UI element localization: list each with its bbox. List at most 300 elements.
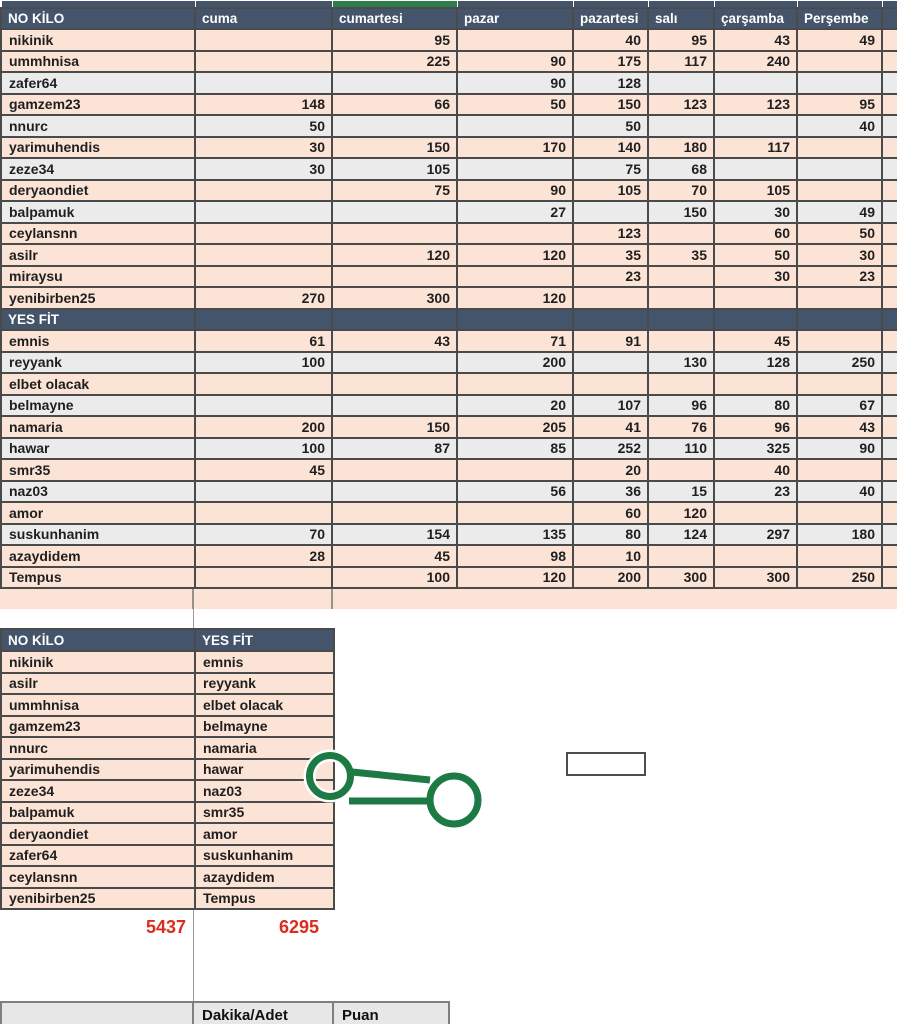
table-row [1,244,897,266]
value-cell-çarşamba[interactable] [714,502,797,524]
value-cell-pazartesi[interactable]: 128 [573,72,648,94]
value-cell-Perşembe[interactable] [797,51,882,73]
value-cell-cumartesi[interactable]: 43 [332,330,457,352]
value-cell-cuma[interactable] [195,567,332,589]
table-row [1,502,897,524]
value-cell-salı[interactable]: 123 [648,94,714,116]
value-cell-salı[interactable]: 76 [648,416,714,438]
value-cell-cuma[interactable]: 30 [195,137,332,159]
row-sliver-cell [882,373,897,395]
summary-yes-fit-cell[interactable]: Tempus [195,888,334,910]
value-cell-cuma[interactable]: 50 [195,115,332,137]
value-cell-pazar[interactable] [457,502,573,524]
row-name-cell[interactable]: zafer64 [1,72,195,94]
value-cell-cuma[interactable] [195,502,332,524]
table-row [1,416,897,438]
value-cell-pazartesi[interactable]: 252 [573,438,648,460]
value-cell-cumartesi[interactable]: 66 [332,94,457,116]
summary-header-yes-fit[interactable]: YES FİT [195,629,334,651]
value-cell-çarşamba[interactable] [714,545,797,567]
value-cell-pazar[interactable]: 50 [457,94,573,116]
top-strip-green-cell [332,1,457,9]
section-header-cell [648,309,714,331]
value-cell-pazar[interactable]: 90 [457,180,573,202]
value-cell-salı[interactable]: 110 [648,438,714,460]
value-cell-çarşamba[interactable]: 325 [714,438,797,460]
value-cell-pazartesi[interactable]: 123 [573,223,648,245]
value-cell-Perşembe[interactable]: 49 [797,201,882,223]
value-cell-Perşembe[interactable] [797,180,882,202]
summary-yes-fit-cell[interactable]: suskunhanim [195,845,334,867]
value-cell-Perşembe[interactable] [797,459,882,481]
textbox-shape[interactable] [566,752,646,776]
value-cell-çarşamba[interactable]: 297 [714,524,797,546]
value-cell-cumartesi[interactable] [332,266,457,288]
band-divider [331,589,333,609]
value-cell-cumartesi[interactable]: 45 [332,545,457,567]
value-cell-cumartesi[interactable]: 100 [332,567,457,589]
value-cell-salı[interactable] [648,373,714,395]
value-cell-pazar[interactable]: 90 [457,72,573,94]
value-cell-salı[interactable] [648,545,714,567]
row-sliver-cell [882,158,897,180]
value-cell-Perşembe[interactable] [797,330,882,352]
row-name-cell[interactable]: ceylansnn [1,223,195,245]
value-cell-cumartesi[interactable]: 105 [332,158,457,180]
value-cell-pazartesi[interactable] [573,373,648,395]
bottom-empty-cell[interactable] [0,1001,194,1024]
value-cell-cuma[interactable] [195,51,332,73]
value-cell-pazartesi[interactable] [573,352,648,374]
value-cell-pazar[interactable]: 98 [457,545,573,567]
value-cell-cumartesi[interactable] [332,352,457,374]
row-sliver-cell [882,567,897,589]
row-sliver-cell [882,524,897,546]
total-no-kilo[interactable]: 5437 [145,917,186,937]
main-header-no-kilo[interactable]: NO KİLO [1,8,195,29]
value-cell-Perşembe[interactable]: 95 [797,94,882,116]
value-cell-cumartesi[interactable]: 150 [332,416,457,438]
value-cell-Perşembe[interactable] [797,137,882,159]
summary-table [0,628,335,910]
top-strip-cell [797,1,882,9]
summary-yes-fit-cell[interactable]: smr35 [195,802,334,824]
value-cell-pazartesi[interactable]: 20 [573,459,648,481]
value-cell-cuma[interactable]: 61 [195,330,332,352]
value-cell-pazar[interactable] [457,373,573,395]
summary-table-wrap [0,628,335,938]
value-cell-salı[interactable] [648,330,714,352]
table-row [1,180,897,202]
value-cell-cuma[interactable] [195,72,332,94]
table-row [1,266,897,288]
value-cell-çarşamba[interactable]: 300 [714,567,797,589]
value-cell-cumartesi[interactable] [332,459,457,481]
row-name-cell[interactable]: ummhnisa [1,51,195,73]
value-cell-çarşamba[interactable]: 96 [714,416,797,438]
summary-yes-fit-cell[interactable]: namaria [195,737,334,759]
value-cell-cumartesi[interactable]: 120 [332,244,457,266]
value-cell-salı[interactable]: 124 [648,524,714,546]
value-cell-cumartesi[interactable] [332,201,457,223]
value-cell-Perşembe[interactable] [797,287,882,309]
table-row [1,481,897,503]
puan-cell[interactable]: Puan [334,1001,450,1024]
summary-no-kilo-cell[interactable]: zafer64 [1,845,195,867]
value-cell-cumartesi[interactable]: 87 [332,438,457,460]
value-cell-çarşamba[interactable]: 80 [714,395,797,417]
value-cell-cuma[interactable]: 100 [195,438,332,460]
value-cell-pazar[interactable] [457,266,573,288]
value-cell-Perşembe[interactable] [797,502,882,524]
row-name-cell[interactable]: yarimuhendis [1,137,195,159]
value-cell-Perşembe[interactable]: 180 [797,524,882,546]
value-cell-cumartesi[interactable] [332,481,457,503]
total-yes-fit[interactable]: 6295 [278,917,319,937]
top-strip-cell [1,1,195,9]
value-cell-salı[interactable]: 120 [648,502,714,524]
value-cell-çarşamba[interactable]: 50 [714,244,797,266]
value-cell-cumartesi[interactable] [332,395,457,417]
value-cell-cuma[interactable] [195,244,332,266]
row-name-cell[interactable]: nikinik [1,29,195,51]
value-cell-salı[interactable]: 130 [648,352,714,374]
row-name-cell[interactable]: belmayne [1,395,195,417]
value-cell-cuma[interactable]: 45 [195,459,332,481]
value-cell-pazar[interactable]: 170 [457,137,573,159]
value-cell-cumartesi[interactable]: 300 [332,287,457,309]
summary-yes-fit-cell[interactable]: emnis [195,651,334,673]
section-header-yes-fit[interactable]: YES FİT [1,309,195,331]
summary-no-kilo-cell[interactable]: ceylansnn [1,866,195,888]
row-sliver-cell [882,201,897,223]
value-cell-pazartesi[interactable]: 41 [573,416,648,438]
summary-row [1,694,334,716]
value-cell-salı[interactable]: 96 [648,395,714,417]
row-name-cell[interactable]: suskunhanim [1,524,195,546]
summary-yes-fit-cell[interactable]: elbet olacak [195,694,334,716]
summary-no-kilo-cell[interactable]: asilr [1,673,195,695]
value-cell-pazartesi[interactable] [573,287,648,309]
value-cell-cuma[interactable] [195,266,332,288]
table-row [1,459,897,481]
value-cell-cumartesi[interactable]: 95 [332,29,457,51]
value-cell-pazar[interactable]: 120 [457,567,573,589]
value-cell-pazar[interactable]: 27 [457,201,573,223]
value-cell-salı[interactable] [648,287,714,309]
summary-yes-fit-cell[interactable]: naz03 [195,780,334,802]
value-cell-Perşembe[interactable]: 67 [797,395,882,417]
value-cell-salı[interactable]: 180 [648,137,714,159]
row-sliver-cell [882,395,897,417]
row-name-cell[interactable]: smr35 [1,459,195,481]
value-cell-cuma[interactable]: 270 [195,287,332,309]
value-cell-çarşamba[interactable] [714,287,797,309]
value-cell-çarşamba[interactable]: 30 [714,201,797,223]
value-cell-pazar[interactable] [457,223,573,245]
summary-yes-fit-cell[interactable]: hawar [195,759,334,781]
value-cell-cuma[interactable]: 148 [195,94,332,116]
row-name-cell[interactable]: asilr [1,244,195,266]
value-cell-cuma[interactable] [195,180,332,202]
value-cell-cumartesi[interactable]: 150 [332,137,457,159]
section-header-cell [457,309,573,331]
row-name-cell[interactable]: miraysu [1,266,195,288]
dakika-adet-cell[interactable]: Dakika/Adet [194,1001,334,1024]
row-name-cell[interactable]: elbet olacak [1,373,195,395]
value-cell-salı[interactable] [648,266,714,288]
row-name-cell[interactable]: zeze34 [1,158,195,180]
row-sliver-cell [882,72,897,94]
value-cell-pazartesi[interactable] [573,201,648,223]
row-name-cell[interactable]: deryaondiet [1,180,195,202]
value-cell-salı[interactable]: 15 [648,481,714,503]
value-cell-çarşamba[interactable] [714,115,797,137]
value-cell-Perşembe[interactable]: 50 [797,223,882,245]
value-cell-Perşembe[interactable] [797,373,882,395]
value-cell-çarşamba[interactable]: 123 [714,94,797,116]
summary-yes-fit-cell[interactable]: azaydidem [195,866,334,888]
day-header-Perşembe[interactable]: Perşembe [797,8,882,29]
summary-no-kilo-cell[interactable]: yarimuhendis [1,759,195,781]
value-cell-salı[interactable] [648,115,714,137]
value-cell-Perşembe[interactable] [797,158,882,180]
empty-row-band [0,589,897,609]
value-cell-cuma[interactable] [195,201,332,223]
value-cell-pazartesi[interactable]: 150 [573,94,648,116]
value-cell-cumartesi[interactable] [332,223,457,245]
value-cell-cumartesi[interactable]: 75 [332,180,457,202]
row-sliver-cell [882,416,897,438]
summary-no-kilo-cell[interactable]: deryaondiet [1,823,195,845]
value-cell-Perşembe[interactable]: 40 [797,481,882,503]
row-sliver-cell [882,287,897,309]
value-cell-çarşamba[interactable]: 30 [714,266,797,288]
value-cell-pazartesi[interactable]: 200 [573,567,648,589]
row-name-cell[interactable]: namaria [1,416,195,438]
row-name-cell[interactable]: nnurc [1,115,195,137]
value-cell-pazar[interactable] [457,459,573,481]
table-row [1,72,897,94]
value-cell-pazartesi[interactable]: 140 [573,137,648,159]
value-cell-cuma[interactable] [195,223,332,245]
row-sliver-cell [882,94,897,116]
value-cell-pazar[interactable]: 85 [457,438,573,460]
row-sliver-cell [882,137,897,159]
summary-no-kilo-cell[interactable]: nnurc [1,737,195,759]
top-strip-cell [573,1,648,9]
value-cell-cuma[interactable] [195,481,332,503]
value-cell-cuma[interactable]: 30 [195,158,332,180]
value-cell-çarşamba[interactable]: 240 [714,51,797,73]
value-cell-salı[interactable]: 300 [648,567,714,589]
row-name-cell[interactable]: Tempus [1,567,195,589]
row-name-cell[interactable]: amor [1,502,195,524]
top-strip-cell [457,1,573,9]
day-header-cuma[interactable]: cuma [195,8,332,29]
value-cell-cuma[interactable]: 200 [195,416,332,438]
value-cell-pazartesi[interactable]: 36 [573,481,648,503]
band-divider [192,589,194,609]
summary-row [1,823,334,845]
value-cell-çarşamba[interactable]: 117 [714,137,797,159]
summary-row [1,888,334,910]
table-row [1,373,897,395]
summary-row [1,780,334,802]
value-cell-çarşamba[interactable]: 128 [714,352,797,374]
value-cell-cumartesi[interactable]: 225 [332,51,457,73]
value-cell-salı[interactable]: 95 [648,29,714,51]
row-sliver-cell [882,438,897,460]
day-header-çarşamba[interactable]: çarşamba [714,8,797,29]
value-cell-pazartesi[interactable]: 105 [573,180,648,202]
value-cell-pazartesi[interactable]: 107 [573,395,648,417]
section-header-cell [882,309,897,331]
value-cell-pazartesi[interactable]: 23 [573,266,648,288]
value-cell-salı[interactable]: 70 [648,180,714,202]
value-cell-pazar[interactable]: 20 [457,395,573,417]
summary-no-kilo-cell[interactable]: yenibirben25 [1,888,195,910]
value-cell-pazartesi[interactable]: 91 [573,330,648,352]
summary-no-kilo-cell[interactable]: ummhnisa [1,694,195,716]
value-cell-Perşembe[interactable] [797,545,882,567]
day-header-salı[interactable]: salı [648,8,714,29]
value-cell-çarşamba[interactable]: 60 [714,223,797,245]
value-cell-Perşembe[interactable]: 23 [797,266,882,288]
value-cell-cuma[interactable] [195,373,332,395]
summary-row [1,866,334,888]
value-cell-pazar[interactable]: 120 [457,287,573,309]
table-row [1,567,897,589]
value-cell-pazartesi[interactable]: 40 [573,29,648,51]
table-row [1,438,897,460]
value-cell-cumartesi[interactable]: 154 [332,524,457,546]
value-cell-pazar[interactable] [457,115,573,137]
value-cell-pazartesi[interactable]: 175 [573,51,648,73]
value-cell-Perşembe[interactable]: 30 [797,244,882,266]
top-strip-cell [648,1,714,9]
top-strip-cell [882,1,897,9]
row-name-cell[interactable]: hawar [1,438,195,460]
value-cell-pazartesi[interactable]: 50 [573,115,648,137]
right-circle [430,776,478,824]
value-cell-cuma[interactable] [195,395,332,417]
day-header-pazartesi[interactable]: pazartesi [573,8,648,29]
row-sliver-cell [882,502,897,524]
value-cell-cumartesi[interactable] [332,72,457,94]
row-name-cell[interactable]: emnis [1,330,195,352]
value-cell-pazar[interactable] [457,158,573,180]
section-header-cell [195,309,332,331]
row-name-cell[interactable]: gamzem23 [1,94,195,116]
value-cell-pazartesi[interactable]: 80 [573,524,648,546]
value-cell-Perşembe[interactable]: 90 [797,438,882,460]
row-name-cell[interactable]: balpamuk [1,201,195,223]
value-cell-salı[interactable] [648,459,714,481]
value-cell-çarşamba[interactable]: 23 [714,481,797,503]
value-cell-cumartesi[interactable] [332,115,457,137]
value-cell-çarşamba[interactable] [714,72,797,94]
top-strip-cell [714,1,797,9]
day-header-pazar[interactable]: pazar [457,8,573,29]
value-cell-pazar[interactable]: 71 [457,330,573,352]
value-cell-pazar[interactable]: 56 [457,481,573,503]
value-cell-pazar[interactable]: 205 [457,416,573,438]
value-cell-çarşamba[interactable] [714,158,797,180]
table-row [1,223,897,245]
row-sliver-cell [882,244,897,266]
value-cell-salı[interactable]: 68 [648,158,714,180]
table-row [1,115,897,137]
value-cell-cuma[interactable]: 100 [195,352,332,374]
value-cell-pazar[interactable]: 90 [457,51,573,73]
summary-yes-fit-cell[interactable]: belmayne [195,716,334,738]
row-sliver-cell [882,29,897,51]
value-cell-Perşembe[interactable]: 43 [797,416,882,438]
value-cell-çarşamba[interactable]: 45 [714,330,797,352]
row-name-cell[interactable]: yenibirben25 [1,287,195,309]
value-cell-cuma[interactable]: 70 [195,524,332,546]
value-cell-çarşamba[interactable]: 105 [714,180,797,202]
value-cell-cumartesi[interactable] [332,373,457,395]
value-cell-çarşamba[interactable] [714,373,797,395]
row-sliver-cell [882,223,897,245]
row-sliver-cell [882,545,897,567]
day-header-cumartesi[interactable]: cumartesi [332,8,457,29]
value-cell-cuma[interactable]: 28 [195,545,332,567]
value-cell-pazar[interactable]: 200 [457,352,573,374]
value-cell-Perşembe[interactable] [797,72,882,94]
table-row [1,330,897,352]
value-cell-cumartesi[interactable] [332,502,457,524]
value-cell-salı[interactable]: 35 [648,244,714,266]
summary-no-kilo-cell[interactable]: gamzem23 [1,716,195,738]
value-cell-salı[interactable]: 117 [648,51,714,73]
value-cell-Perşembe[interactable]: 49 [797,29,882,51]
table-row [1,51,897,73]
value-cell-pazartesi[interactable]: 10 [573,545,648,567]
summary-header-no-kilo[interactable]: NO KİLO [1,629,195,651]
value-cell-pazar[interactable]: 135 [457,524,573,546]
value-cell-çarşamba[interactable]: 43 [714,29,797,51]
summary-no-kilo-cell[interactable]: balpamuk [1,802,195,824]
summary-yes-fit-cell[interactable]: reyyank [195,673,334,695]
row-sliver-cell [882,352,897,374]
table-row [1,524,897,546]
value-cell-çarşamba[interactable]: 40 [714,459,797,481]
value-cell-Perşembe[interactable]: 250 [797,352,882,374]
summary-yes-fit-cell[interactable]: amor [195,823,334,845]
row-name-cell[interactable]: azaydidem [1,545,195,567]
value-cell-pazar[interactable] [457,29,573,51]
summary-no-kilo-cell[interactable]: zeze34 [1,780,195,802]
value-cell-salı[interactable] [648,223,714,245]
value-cell-cuma[interactable] [195,29,332,51]
value-cell-salı[interactable] [648,72,714,94]
value-cell-Perşembe[interactable]: 250 [797,567,882,589]
value-cell-pazartesi[interactable]: 35 [573,244,648,266]
row-name-cell[interactable]: naz03 [1,481,195,503]
value-cell-pazartesi[interactable]: 60 [573,502,648,524]
row-name-cell[interactable]: reyyank [1,352,195,374]
value-cell-salı[interactable]: 150 [648,201,714,223]
summary-no-kilo-cell[interactable]: nikinik [1,651,195,673]
value-cell-Perşembe[interactable]: 40 [797,115,882,137]
table-row [1,352,897,374]
value-cell-pazartesi[interactable]: 75 [573,158,648,180]
row-sliver-cell [882,115,897,137]
value-cell-pazar[interactable]: 120 [457,244,573,266]
